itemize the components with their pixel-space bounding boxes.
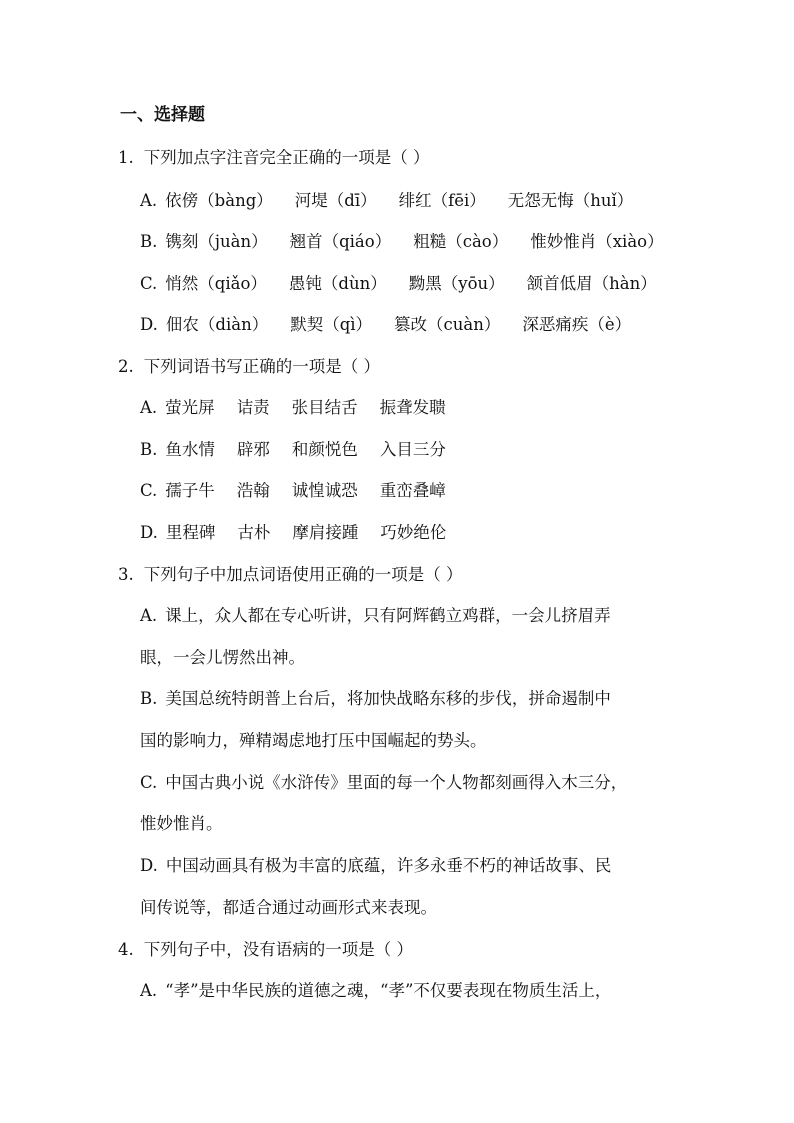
option-item: 巧妙绝伦 [380,523,447,542]
option-letter: B. [140,689,158,708]
option-letter: B. [140,440,158,459]
option-item: 悄然（qiǎo） [165,274,267,293]
option-letter: D. [140,523,158,542]
option-item: 默契（qì） [290,315,373,334]
option-item: 重峦叠嶂 [379,481,446,500]
option-letter: D. [140,856,158,875]
option-item: 依傍（bàng） [165,191,273,210]
option-item: 和颜悦色 [291,440,358,459]
option-item: 河堤（dī） [294,191,377,210]
q1-option-a [140,188,633,214]
q1-option-b [140,229,664,255]
section-title: 一、选择题 [120,105,205,125]
q2-option-c [140,478,446,504]
option-text: 美国总统特朗普上台后，将加快战略东移的步伐，拼命遏制中 [165,689,611,708]
question-1 [118,145,430,171]
option-item: 镌刻（juàn） [165,232,268,251]
option-item: 鱼水情 [165,440,215,459]
question-3 [118,562,463,588]
option-letter: B. [140,232,158,251]
question-number: 4. [118,940,134,959]
question-number: 3. [118,565,134,584]
question-stem: 下列句子中，没有语病的一项是（ ） [143,940,413,959]
question-stem: 下列词语书写正确的一项是（ ） [143,357,380,376]
option-letter: A. [140,191,158,210]
option-letter: C. [140,773,158,792]
option-item: 愚钝（dùn） [288,274,387,293]
option-letter: A. [140,606,158,625]
option-item: 深恶痛疾（è） [522,315,632,334]
option-item: 张目结舌 [291,398,358,417]
option-item: 浩翰 [236,481,270,500]
q3-option-c-cont: 惟妙惟肖。 [140,814,223,833]
q2-option-b [140,437,446,463]
option-item: 孺子牛 [165,481,215,500]
q1-option-d [140,312,631,338]
q2-option-d [140,520,446,546]
option-item: 辟邪 [236,440,270,459]
option-text: 中国古典小说《水浒传》里面的每一个人物都刻画得入木三分， [165,773,628,792]
option-letter: C. [140,274,158,293]
question-2 [118,354,380,380]
option-item: 振聋发聩 [379,398,446,417]
q3-option-a [140,603,611,629]
q3-option-c [140,770,627,796]
q3-option-d [140,853,611,879]
q3-option-b [140,686,611,712]
option-item: 惟妙惟肖（xiào） [530,232,664,251]
option-item: 绯红（fēi） [398,191,486,210]
option-letter: C. [140,481,158,500]
option-text: 课上，众人都在专心听讲，只有阿辉鹤立鸡群，一会儿挤眉弄 [165,606,611,625]
option-text: “孝”是中华民族的道德之魂，“孝”不仅要表现在物质生活上， [165,981,612,1000]
q2-option-a [140,395,446,421]
q1-option-c [140,271,657,297]
option-text: 中国动画具有极为丰富的底蕴，许多永垂不朽的神话故事、民 [165,856,612,875]
q4-option-a [140,978,611,1004]
option-item: 入目三分 [379,440,446,459]
option-item: 萤光屏 [165,398,215,417]
option-letter: A. [140,981,158,1000]
q3-option-d-cont: 间传说等，都适合通过动画形式来表现。 [140,898,437,917]
option-item: 摩肩接踵 [292,523,359,542]
option-letter: D. [140,315,158,334]
option-item: 篡改（cuàn） [394,315,501,334]
option-letter: A. [140,398,158,417]
q3-option-a-cont: 眼，一会儿愣然出神。 [140,648,305,667]
option-item: 诚惶诚恐 [291,481,358,500]
question-4 [118,937,413,963]
option-item: 佃农（diàn） [165,315,269,334]
option-item: 诘责 [236,398,270,417]
option-item: 古朴 [237,523,271,542]
question-number: 1. [118,148,134,167]
question-stem: 下列加点字注音完全正确的一项是（ ） [143,148,430,167]
question-number: 2. [118,357,134,376]
q3-option-b-cont: 国的影响力，殚精竭虑地打压中国崛起的势头。 [140,731,487,750]
option-item: 颔首低眉（hàn） [526,274,657,293]
option-item: 粗糙（cào） [413,232,509,251]
option-item: 黝黑（yōu） [408,274,505,293]
option-item: 无怨无悔（huǐ） [507,191,634,210]
question-stem: 下列句子中加点词语使用正确的一项是（ ） [143,565,463,584]
option-item: 里程碑 [165,523,216,542]
option-item: 翘首（qiáo） [289,232,392,251]
